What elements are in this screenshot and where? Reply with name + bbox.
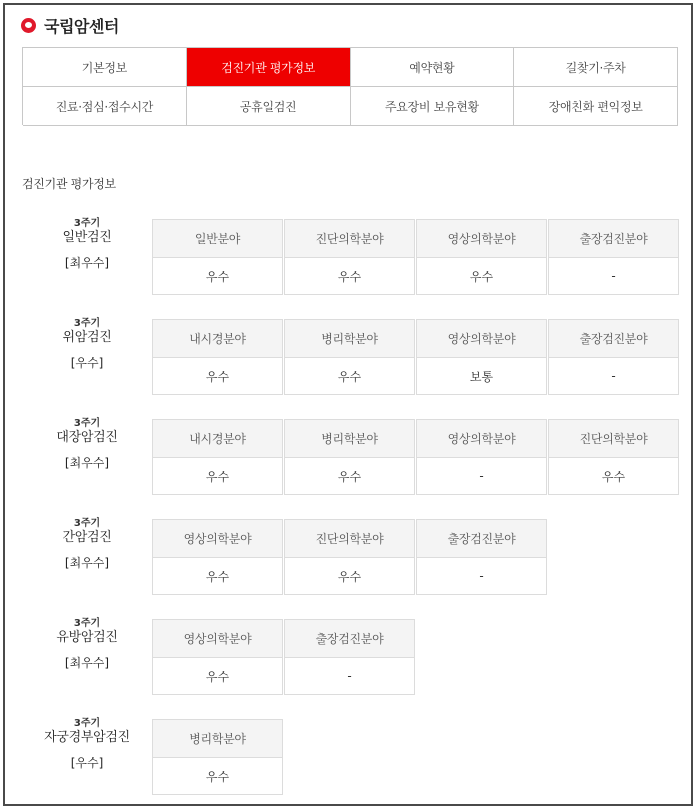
column-value: 우수 <box>284 358 415 395</box>
tab-reservation-status[interactable]: 예약현황 <box>351 48 515 87</box>
column-header: 영상의학분야 <box>152 519 283 558</box>
column-value: - <box>548 358 679 395</box>
column-header: 출장검진분야 <box>284 619 415 658</box>
column-value: - <box>416 558 547 595</box>
column-value: 우수 <box>152 658 283 695</box>
exam-grade: [우수] <box>70 756 104 770</box>
column-value: - <box>548 258 679 295</box>
evaluation-table <box>152 219 680 295</box>
tab-basic-info[interactable]: 기본정보 <box>23 48 187 87</box>
exam-name: 위암검진 <box>62 330 112 345</box>
evaluation-table <box>152 619 416 695</box>
table-column <box>416 419 547 495</box>
column-value: - <box>416 458 547 495</box>
evaluation-table <box>152 519 548 595</box>
column-header: 병리학분야 <box>284 319 415 358</box>
column-header: 영상의학분야 <box>416 419 547 458</box>
section-title: 검진기관 평가정보 <box>22 177 116 191</box>
exam-group-label <box>22 719 152 771</box>
location-pin-icon <box>21 18 36 33</box>
column-header: 내시경분야 <box>152 419 283 458</box>
exam-grade: [최우수] <box>64 556 110 570</box>
page-frame <box>3 3 693 806</box>
exam-name: 자궁경부암검진 <box>44 730 130 745</box>
column-value: 우수 <box>548 458 679 495</box>
column-value: 우수 <box>152 558 283 595</box>
column-value: 우수 <box>152 458 283 495</box>
table-column <box>284 219 415 295</box>
tab-hours[interactable]: 진료·점심·접수시간 <box>23 87 187 126</box>
exam-round: 3주기 <box>73 618 101 629</box>
exam-round: 3주기 <box>73 218 101 229</box>
column-header: 일반분야 <box>152 219 283 258</box>
exam-grade: [우수] <box>70 356 104 370</box>
exam-group-label <box>22 619 152 671</box>
exam-round: 3주기 <box>73 318 101 329</box>
exam-name: 일반검진 <box>62 230 112 245</box>
table-column <box>152 519 283 595</box>
exam-round: 3주기 <box>73 718 101 729</box>
column-value: 우수 <box>152 758 283 795</box>
column-value: 우수 <box>416 258 547 295</box>
table-column <box>416 519 547 595</box>
column-header: 내시경분야 <box>152 319 283 358</box>
tab-equipment[interactable]: 주요장비 보유현황 <box>351 87 515 126</box>
exam-name: 간암검진 <box>62 530 112 545</box>
exam-group-label <box>22 319 152 371</box>
table-column <box>284 419 415 495</box>
column-value: - <box>284 658 415 695</box>
table-column <box>548 419 679 495</box>
column-value: 우수 <box>152 258 283 295</box>
exam-round: 3주기 <box>73 418 101 429</box>
site-header <box>21 13 119 37</box>
exam-group-label <box>22 219 152 271</box>
column-value: 우수 <box>284 258 415 295</box>
table-column <box>152 419 283 495</box>
info-tab-menu <box>22 47 678 125</box>
table-column <box>284 519 415 595</box>
column-header: 영상의학분야 <box>416 319 547 358</box>
column-value: 보통 <box>416 358 547 395</box>
column-header: 병리학분야 <box>284 419 415 458</box>
column-header: 진단의학분야 <box>284 219 415 258</box>
evaluation-table <box>152 419 680 495</box>
column-header: 진단의학분야 <box>548 419 679 458</box>
column-header: 병리학분야 <box>152 719 283 758</box>
evaluation-table <box>152 319 680 395</box>
exam-round: 3주기 <box>73 518 101 529</box>
column-header: 영상의학분야 <box>416 219 547 258</box>
evaluation-table <box>152 719 284 795</box>
tab-evaluation-info[interactable]: 검진기관 평가정보 <box>187 48 351 87</box>
column-value: 우수 <box>284 458 415 495</box>
column-header: 진단의학분야 <box>284 519 415 558</box>
column-header: 영상의학분야 <box>152 619 283 658</box>
site-title: 국립암센터 <box>44 16 119 36</box>
table-column <box>548 219 679 295</box>
exam-group-label <box>22 419 152 471</box>
column-value: 우수 <box>152 358 283 395</box>
tab-accessibility[interactable]: 장애친화 편익정보 <box>514 87 678 126</box>
tab-holiday-exam[interactable]: 공휴일검진 <box>187 87 351 126</box>
table-column <box>152 619 283 695</box>
table-column <box>416 219 547 295</box>
column-value: 우수 <box>284 558 415 595</box>
exam-name: 대장암검진 <box>56 430 118 445</box>
table-column <box>416 319 547 395</box>
exam-name: 유방암검진 <box>56 630 118 645</box>
table-column <box>152 319 283 395</box>
table-column <box>152 219 283 295</box>
exam-group-label <box>22 519 152 571</box>
column-header: 출장검진분야 <box>548 319 679 358</box>
table-column <box>152 719 283 795</box>
table-column <box>284 619 415 695</box>
table-column <box>548 319 679 395</box>
table-column <box>284 319 415 395</box>
exam-grade: [최우수] <box>64 656 110 670</box>
column-header: 출장검진분야 <box>416 519 547 558</box>
exam-grade: [최우수] <box>64 256 110 270</box>
exam-grade: [최우수] <box>64 456 110 470</box>
column-header: 출장검진분야 <box>548 219 679 258</box>
tab-directions-parking[interactable]: 길찾기·주차 <box>514 48 678 87</box>
